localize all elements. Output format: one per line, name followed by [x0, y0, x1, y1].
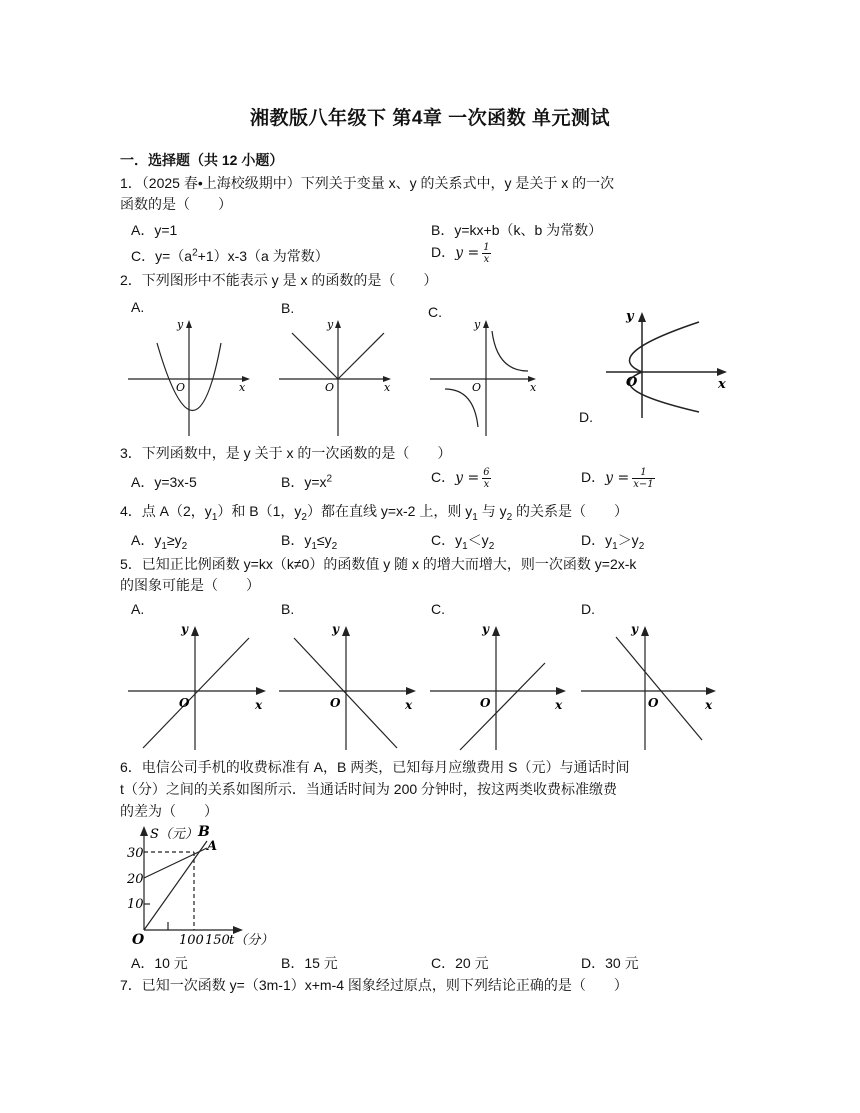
- q6-option-b: B．15 元: [281, 955, 338, 971]
- q3-option-b: B．$y=x^2$: [281, 473, 333, 490]
- q2-label-b: B.: [281, 300, 295, 316]
- q2-label-c: C.: [428, 304, 442, 320]
- q5d-origin: O: [648, 696, 659, 710]
- q6-origin: O: [132, 932, 145, 948]
- q2b-origin: O: [325, 381, 335, 394]
- q6-x-tick-100: 100: [179, 933, 204, 948]
- q5a-y-label: y: [181, 622, 188, 636]
- q3-option-d: D．y = $\frac{1}{x-1}$: [581, 467, 654, 490]
- q5d-x-label: x: [705, 698, 713, 712]
- q6-option-d: D．30 元: [581, 955, 639, 971]
- q4-option-c: C．$y_1<y_2$: [431, 532, 495, 552]
- q6-stem-line3: 的差为（ ）: [120, 803, 218, 819]
- q1-option-b: B．y=kx+b（k、b 为常数）: [431, 222, 603, 238]
- q6-stem-line2: t（分）之间的关系如图所示．当通话时间为 200 分钟时，按这两类收费标准缴费: [120, 781, 618, 797]
- q5c-origin: O: [480, 696, 491, 710]
- q2b-y-label: y: [327, 318, 334, 331]
- q2d-origin: O: [626, 375, 638, 390]
- q6-y-tick-20: 20: [127, 872, 144, 887]
- q6-line-b: [144, 841, 207, 930]
- q6-line-a-label: A: [207, 839, 218, 854]
- q2-stem: 2．下列图形中不能表示 y 是 x 的函数的是（ ）: [120, 272, 438, 288]
- q5c-x-label: x: [555, 698, 563, 712]
- q2b-x-label: x: [384, 381, 391, 394]
- q5-stem-line1: 5．已知正比例函数 y=kx（k≠0）的函数值 y 随 x 的增大而增大，则一次函数 y=2x-k: [120, 556, 637, 572]
- q5b-y-label: y: [332, 622, 339, 636]
- q2-label-d: D.: [579, 409, 593, 425]
- q2a-x-label: x: [239, 381, 246, 394]
- q6-x-axis-label: t（分）: [229, 933, 274, 948]
- q3-option-a: A．y=3x-5: [131, 474, 197, 490]
- q2d-y-label: y: [626, 309, 634, 324]
- q2c-origin: O: [472, 381, 482, 394]
- q5-label-b: B.: [281, 601, 295, 617]
- q2c-y-label: y: [474, 318, 481, 331]
- q4-option-a: A．$y_1\ge y_2$: [131, 532, 188, 552]
- q7-stem: 7．已知一次函数 y=（3m-1）x+m-4 图象经过原点，则下列结论正确的是（ ）: [120, 977, 628, 993]
- q5-label-c: C.: [431, 601, 445, 617]
- q6-option-a: A．10 元: [131, 955, 188, 971]
- q2a-y-label: y: [177, 318, 184, 331]
- q5a-x-label: x: [255, 698, 263, 712]
- q2-label-a: A.: [131, 299, 145, 315]
- q6-y-axis-label: S（元）: [150, 827, 198, 842]
- q3-stem: 3．下列函数中，是 y 关于 x 的一次函数的是（ ）: [120, 445, 452, 461]
- q1-option-d: D．y = $\frac{1}{x}$: [431, 242, 490, 265]
- q6-y-tick-30: 30: [127, 846, 144, 861]
- q5b-origin: O: [330, 696, 341, 710]
- q3-option-c: C．y = $\frac{6}{x}$: [431, 467, 490, 490]
- q2a-origin: O: [176, 381, 186, 394]
- q5-label-d: D.: [581, 601, 595, 617]
- q5c-y-label: y: [482, 622, 489, 636]
- q4-stem: 4．点 A（2，$y_1$）和 B（1，$y_2$）都在直线 y=x-2 上，则 $y_1$ 与 $y_2$ 的关系是（ ）: [120, 503, 629, 523]
- q4-option-b: B．$y_1\le y_2$: [281, 532, 338, 552]
- q5b-x-label: x: [405, 698, 413, 712]
- q5d-y-label: y: [631, 622, 638, 636]
- q6-y-tick-10: 10: [127, 897, 144, 912]
- q1-option-c: C．$y=(a^2+1)x-3(a$ 为常数）: [131, 247, 329, 264]
- q6-stem-line1: 6．电信公司手机的收费标准有 A，B 两类，已知每月应缴费用 S（元）与通话时间: [120, 759, 630, 775]
- q6-x-tick-150: 150: [205, 933, 230, 948]
- q4-option-d: D．$y_1>y_2$: [581, 532, 645, 552]
- q1-option-a: A．y=1: [131, 222, 178, 238]
- q5-stem-line2: 的图象可能是（ ）: [120, 577, 260, 593]
- q2d-x-label: x: [718, 377, 726, 392]
- q6-option-c: C．20 元: [431, 955, 489, 971]
- q5a-origin: O: [179, 696, 190, 710]
- q1-stem-line2: 函数的是（ ）: [120, 196, 232, 212]
- q6-line-b-label: B: [198, 824, 210, 840]
- page-title: 湘教版八年级下 第4章 一次函数 单元测试: [250, 108, 610, 129]
- section-heading: 一．选择题（共 12 小题）: [120, 152, 284, 168]
- q5-label-a: A.: [131, 601, 145, 617]
- q1-stem-line1: 1．（2025 春•上海校级期中）下列关于变量 x、y 的关系式中，y 是关于 x 的一次: [120, 175, 615, 191]
- q2c-x-label: x: [530, 381, 537, 394]
